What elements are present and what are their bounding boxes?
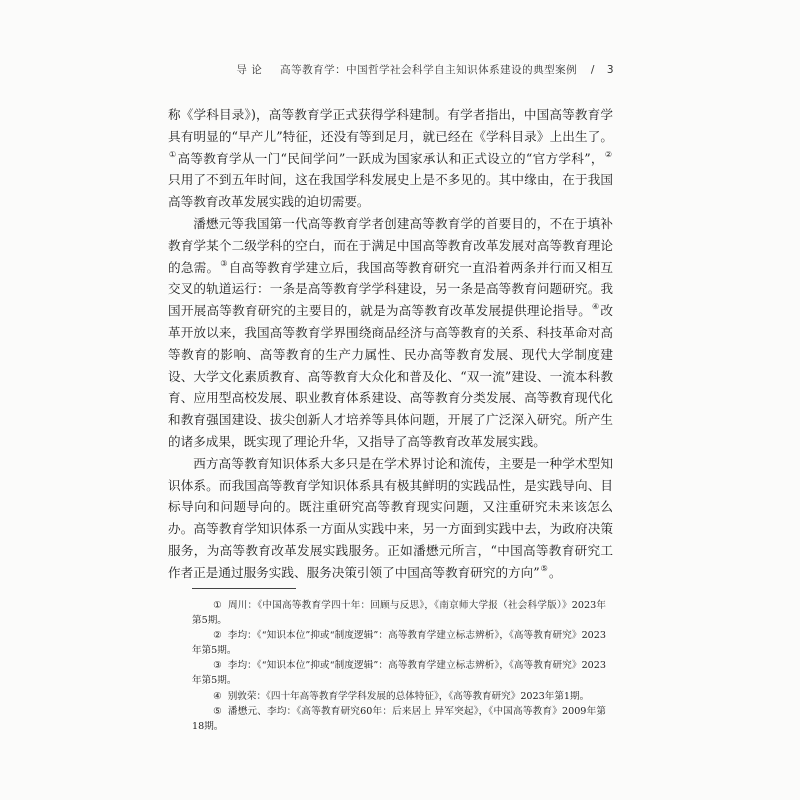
footnote-reference[interactable]: ⑤ (540, 563, 548, 573)
footnote-reference[interactable]: ① (169, 149, 177, 159)
footnote-text: 李均：《“知识本位”抑或“制度逻辑”：高等教育学建立标志辨析》，《高等教育研究》2023年第5期。 (192, 630, 606, 656)
paragraph-text: 只用了不到五年时间，这在我国学科发展史上是不多见的。其中缘由，在于我国高等教育改革发展实践的迫切需要。 (168, 172, 613, 210)
footnote-text: 潘懋元、李均：《高等教育研究60年：后来居上 异军突起》，《中国高等教育》2009年第18期。 (192, 706, 606, 732)
footnotes (192, 599, 606, 735)
footnote-item (192, 599, 606, 628)
footnote-mark: ① (213, 600, 222, 611)
paragraph (168, 104, 613, 213)
paragraph (168, 453, 613, 584)
footnote-mark: ③ (213, 660, 222, 672)
header-separator: / (590, 64, 595, 76)
running-head (236, 62, 614, 77)
paragraph-text: 高等教育学从一门“民间学问”一跃成为国家承认和正式设立的“官方学科”， (177, 150, 604, 166)
footnote-item (192, 629, 606, 658)
footnote-text: 别敦荣：《四十年高等教育学学科发展的总体特征》，《高等教育研究》2023年第1期。 (227, 690, 590, 702)
running-title: 高等教育学：中国哲学社会科学自主知识体系建设的典型案例 (280, 64, 578, 76)
paragraph (168, 213, 613, 453)
footnote-reference[interactable]: ③ (220, 258, 228, 268)
paragraph-text: 自高等教育学建立后，我国高等教育研究一直沿着两条并行而又相互交叉的轨道运行：一条是高等教育学学科建设，另一条是高等教育问题研究。我国开展高等教育研究的主要目的，就是为高等教育改革发展提供理论指导。 (168, 259, 614, 319)
paragraph-text: 。 (548, 564, 562, 580)
footnote-reference[interactable]: ④ (592, 302, 600, 312)
page-number: 3 (606, 64, 614, 76)
section-label: 导 论 (236, 64, 263, 76)
footnote-divider (192, 588, 296, 589)
footnote-text: 周川：《中国高等教育学四十年：回顾与反思》，《南京师大学报（社会科学版）》2023年第5期。 (192, 600, 606, 626)
footnote-item (192, 659, 606, 688)
footnote-text: 李均：《“知识本位”抑或“制度逻辑”：高等教育学建立标志辨析》，《高等教育研究》2023年第5期。 (192, 660, 606, 686)
footnote-mark: ④ (213, 690, 222, 702)
paragraph-text: 西方高等教育知识体系大多只是在学术界讨论和流传，主要是一种学术型知识体系。而我国高等教育学知识体系具有极其鲜明的实践品性，是实践导向、目标导向和问题导向的。既注重研究高等教育现实问题，又注重研究未来该怎么办。高等教育学知识体系一方面从实践中来，另一方面到实践中去，为政府决策服务，为高等教育改革发展实践服务。正如潘懋元所言，“中国高等教育研究工作者正是通过服务实践、服务决策引领了中国高等教育研究的方向” (168, 455, 613, 580)
body-text (168, 104, 613, 584)
footnote-mark: ② (213, 630, 222, 642)
paragraph-text: 潘懋元等我国第一代高等教育学者创建高等教育学的首要目的，不在于填补教育学某个二级学科的空白，而在于满足中国高等教育改革发展对高等教育理论的急需。 (168, 215, 613, 275)
paragraph-text: 改革开放以来，我国高等教育学界围绕商品经济与高等教育的关系、科技革命对高等教育的影响、高等教育的生产力属性、民办高等教育发展、现代大学制度建设、大学文化素质教育、高等教育大众化和普及化、“双一流”建设、一流本科教育、应用型高校发展、职业教育体系建设、高等教育分类发展、高等教育现代化和教育强国建设、拔尖创新人才培养等具体问题，开展了广泛深入研究。所产生的诸多成果，既实现了理论升华，又指导了高等教育改革发展实践。 (168, 303, 614, 449)
footnote-reference[interactable]: ② (604, 149, 612, 159)
footnote-item (192, 690, 606, 705)
paragraph-text: 称《学科目录》)，高等教育学正式获得学科建制。有学者指出，中国高等教育学具有明显的“早产儿”特征，还没有等到足月，就已经在《学科目录》上出生了。 (168, 107, 613, 144)
footnote-item (192, 705, 606, 734)
footnote-mark: ⑤ (213, 706, 222, 718)
